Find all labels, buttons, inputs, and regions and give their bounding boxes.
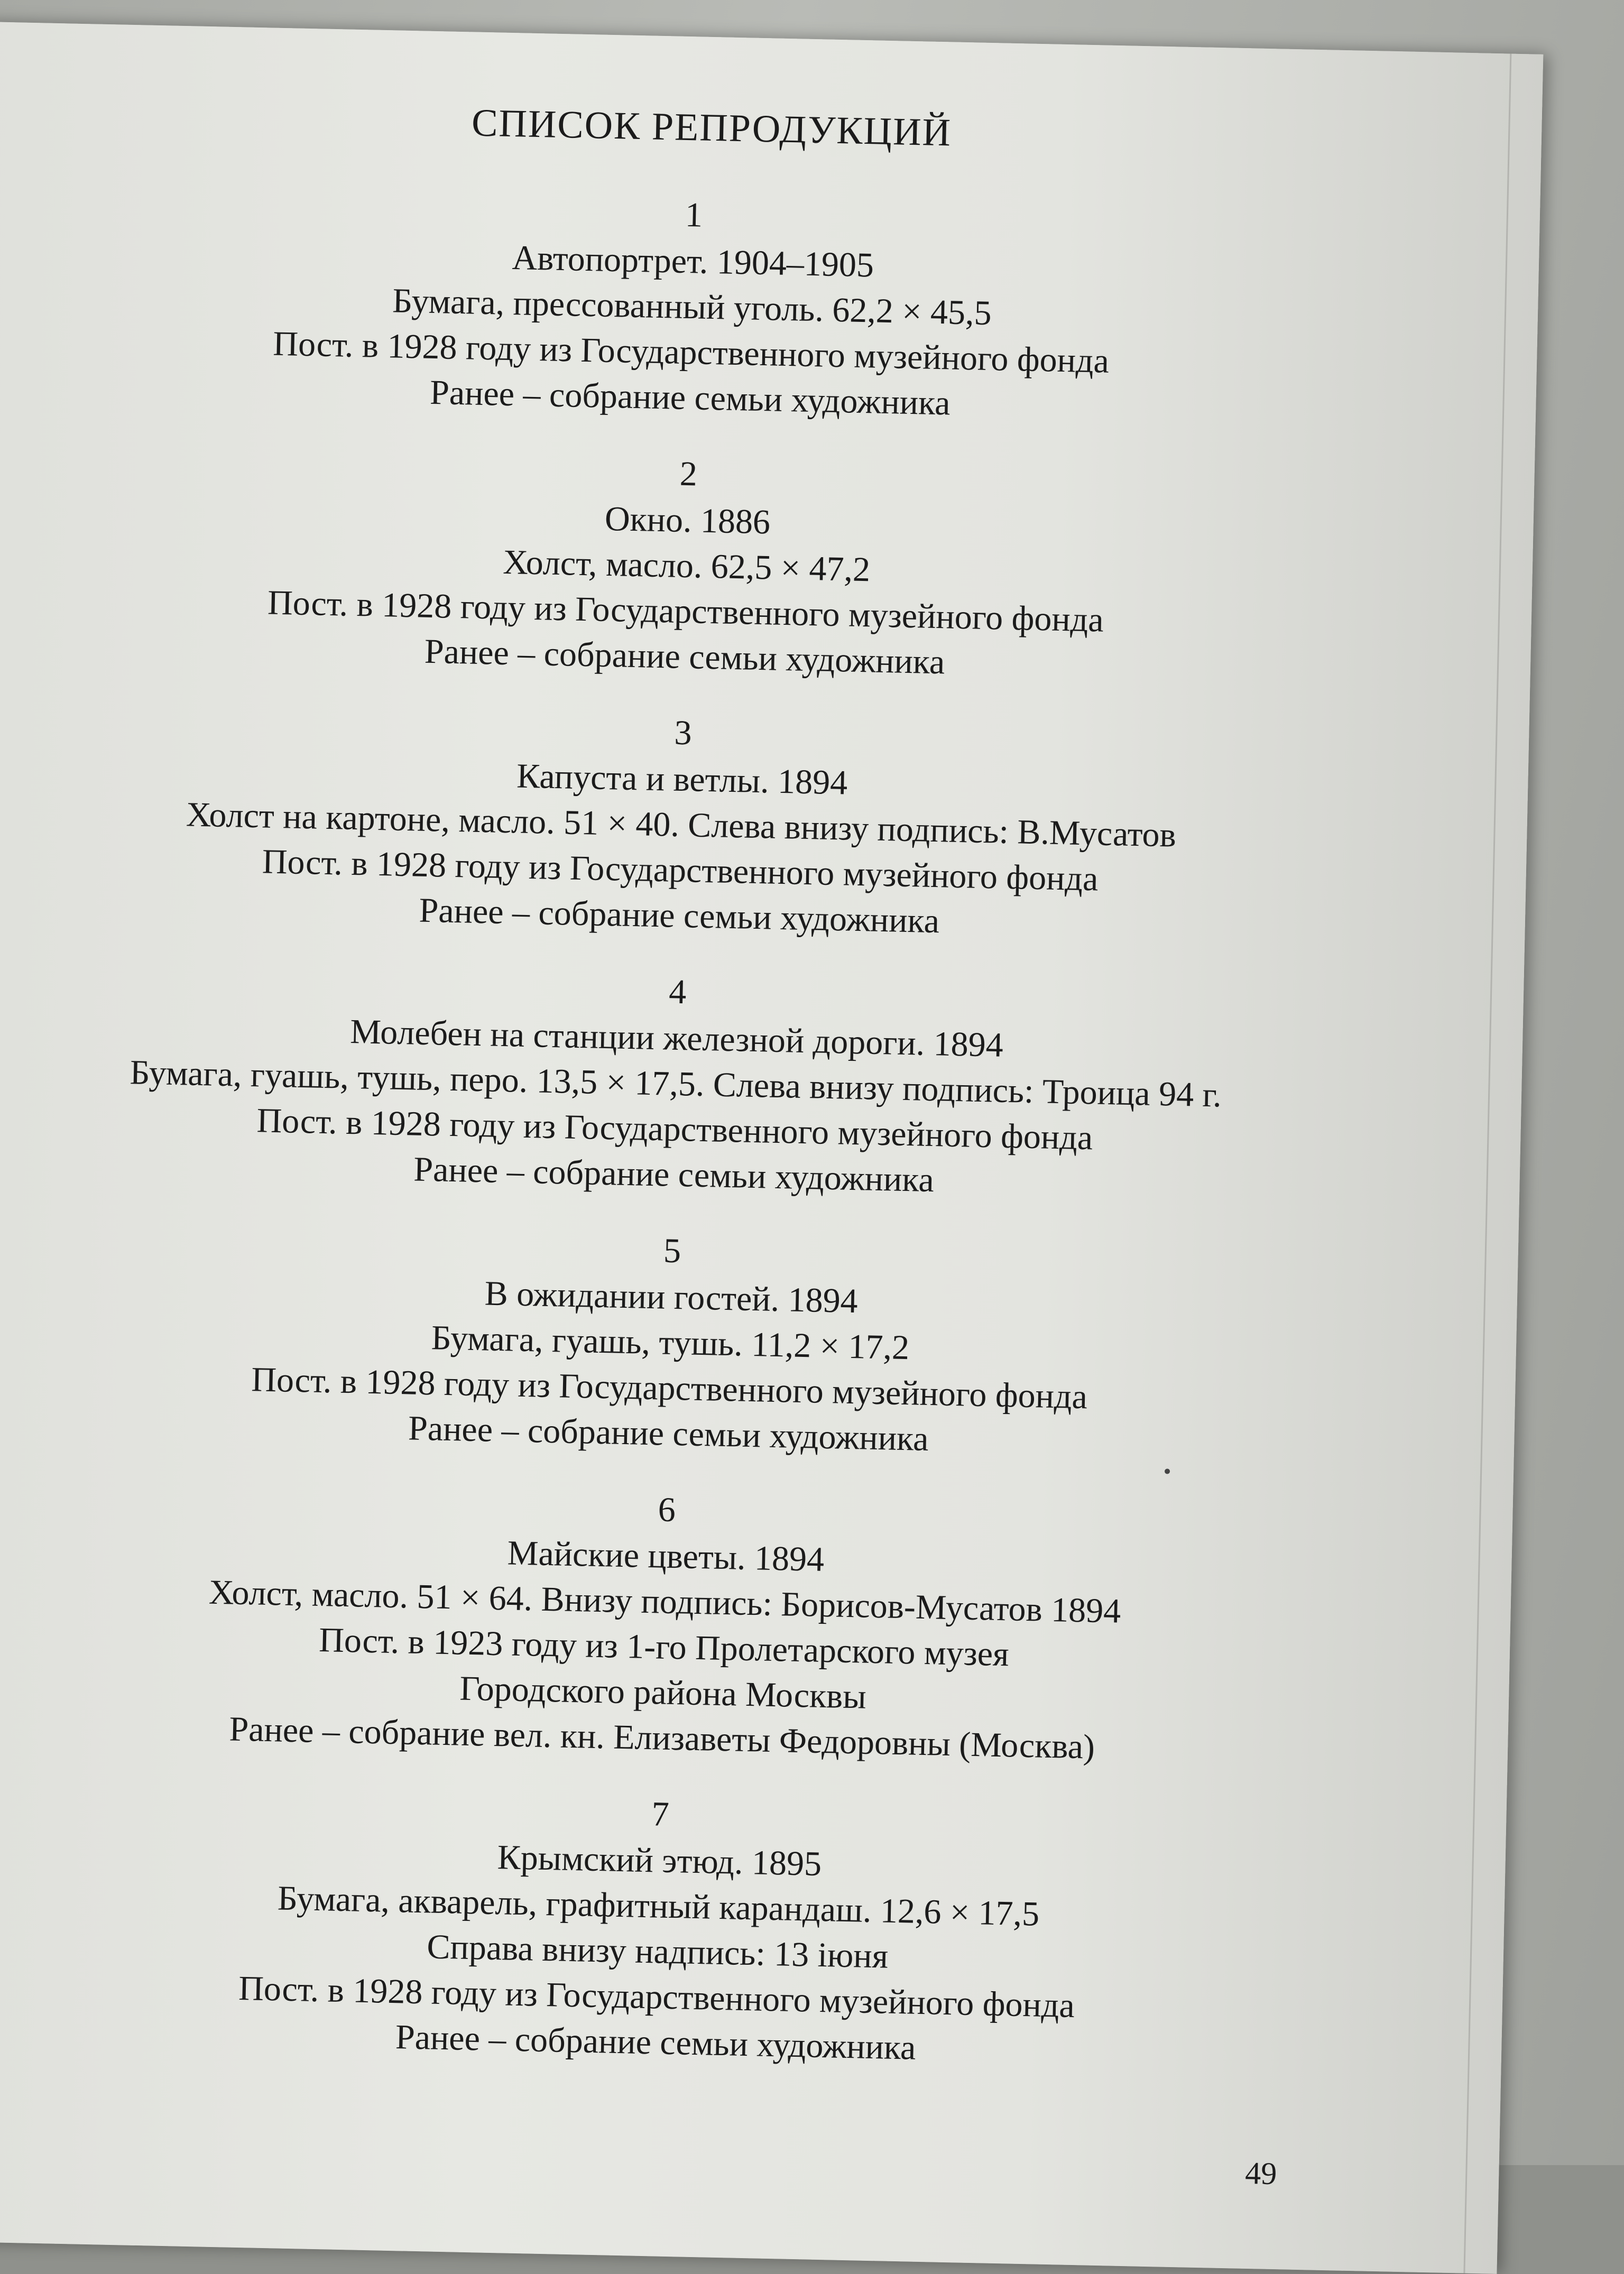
- entry-provenance: Пост. в 1928 году из Государственного музейного фонда: [251, 1360, 1088, 1417]
- entry-provenance: Пост. в 1928 году из Государственного музейного фонда: [272, 324, 1110, 381]
- entry-title: Крымский этюд. 1895: [497, 1838, 822, 1883]
- entry-4: [0, 953, 1418, 1214]
- entry-provenance: Пост. в 1928 году из Государственного музейного фонда: [267, 583, 1104, 640]
- entry-medium: Холст, масло. 51 × 64. Внизу подпись: Борисов-Мусатов 1894: [208, 1573, 1122, 1631]
- entry-inscription: Справа внизу надпись: 13 іюня: [426, 1927, 889, 1976]
- page-title: СПИСОК РЕПРОДУКЦИЙ: [471, 101, 952, 155]
- entry-number: 6: [658, 1490, 676, 1530]
- entry-provenance: Пост. в 1928 году из Государственного музейного фонда: [256, 1101, 1093, 1158]
- page-edge: [1463, 54, 1511, 2273]
- entry-number: 7: [651, 1795, 670, 1834]
- entry-provenance: Пост. в 1928 году из Государственного музейного фонда: [238, 1968, 1075, 2026]
- entry-7: [0, 1775, 1401, 2081]
- entry-medium: Бумага, акварель, графитный карандаш. 12,6 × 17,5: [277, 1879, 1040, 1934]
- entry-medium: Бумага, прессованный уголь. 62,2 × 45,5: [392, 281, 992, 333]
- entry-1: [0, 176, 1434, 437]
- entry-former-collection: Ранее – собрание семьи художника: [429, 373, 951, 423]
- entry-provenance-cont: Городского района Москвы: [459, 1669, 867, 1716]
- entry-number: 2: [679, 454, 698, 494]
- entry-former-collection: Ранее – собрание семьи художника: [424, 632, 946, 682]
- entry-provenance: Пост. в 1923 году из 1-го Пролетарского музея: [318, 1620, 1010, 1674]
- entry-title: Капуста и ветлы. 1894: [516, 756, 848, 802]
- page-number: 49: [1244, 2155, 1277, 2192]
- entry-5: [0, 1212, 1413, 1473]
- book-page: [0, 21, 1543, 2274]
- entry-3: [0, 694, 1424, 955]
- entry-medium: Бумага, гуашь, тушь, перо. 13,5 × 17,5. Слева внизу подпись: Троица 94 г.: [129, 1053, 1222, 1115]
- entry-title: Молебен на станции железной дороги. 1894: [349, 1012, 1004, 1065]
- entry-former-collection: Ранее – собрание семьи художника: [408, 1409, 929, 1459]
- entry-medium: Холст, масло. 62,5 × 47,2: [502, 542, 871, 589]
- entry-former-collection: Ранее – собрание семьи художника: [418, 891, 940, 941]
- entry-former-collection: Ранее – собрание семьи художника: [413, 1150, 935, 1200]
- entry-title: Автопортрет. 1904–1905: [511, 238, 874, 285]
- entry-title: Окно. 1886: [604, 499, 771, 542]
- entry-number: 1: [685, 195, 703, 235]
- entry-title: В ожидании гостей. 1894: [484, 1274, 859, 1321]
- entry-provenance: Пост. в 1928 году из Государственного музейного фонда: [262, 842, 1099, 899]
- entry-title: Майские цветы. 1894: [507, 1533, 825, 1579]
- entry-medium: Холст на картоне, масло. 51 × 40. Слева внизу подпись: В.Мусатов: [186, 795, 1177, 855]
- entry-number: 4: [668, 972, 687, 1012]
- entry-medium: Бумага, гуашь, тушь. 11,2 × 17,2: [431, 1318, 910, 1367]
- entry-number: 3: [673, 713, 693, 753]
- entry-number: 5: [663, 1231, 681, 1271]
- entry-former-collection: Ранее – собрание вел. кн. Елизаветы Федоровны (Москва): [228, 1709, 1095, 1767]
- entry-2: [0, 435, 1429, 696]
- reproductions-list: [0, 90, 1436, 2111]
- entry-former-collection: Ранее – собрание семьи художника: [395, 2018, 917, 2067]
- entry-6: [0, 1471, 1407, 1777]
